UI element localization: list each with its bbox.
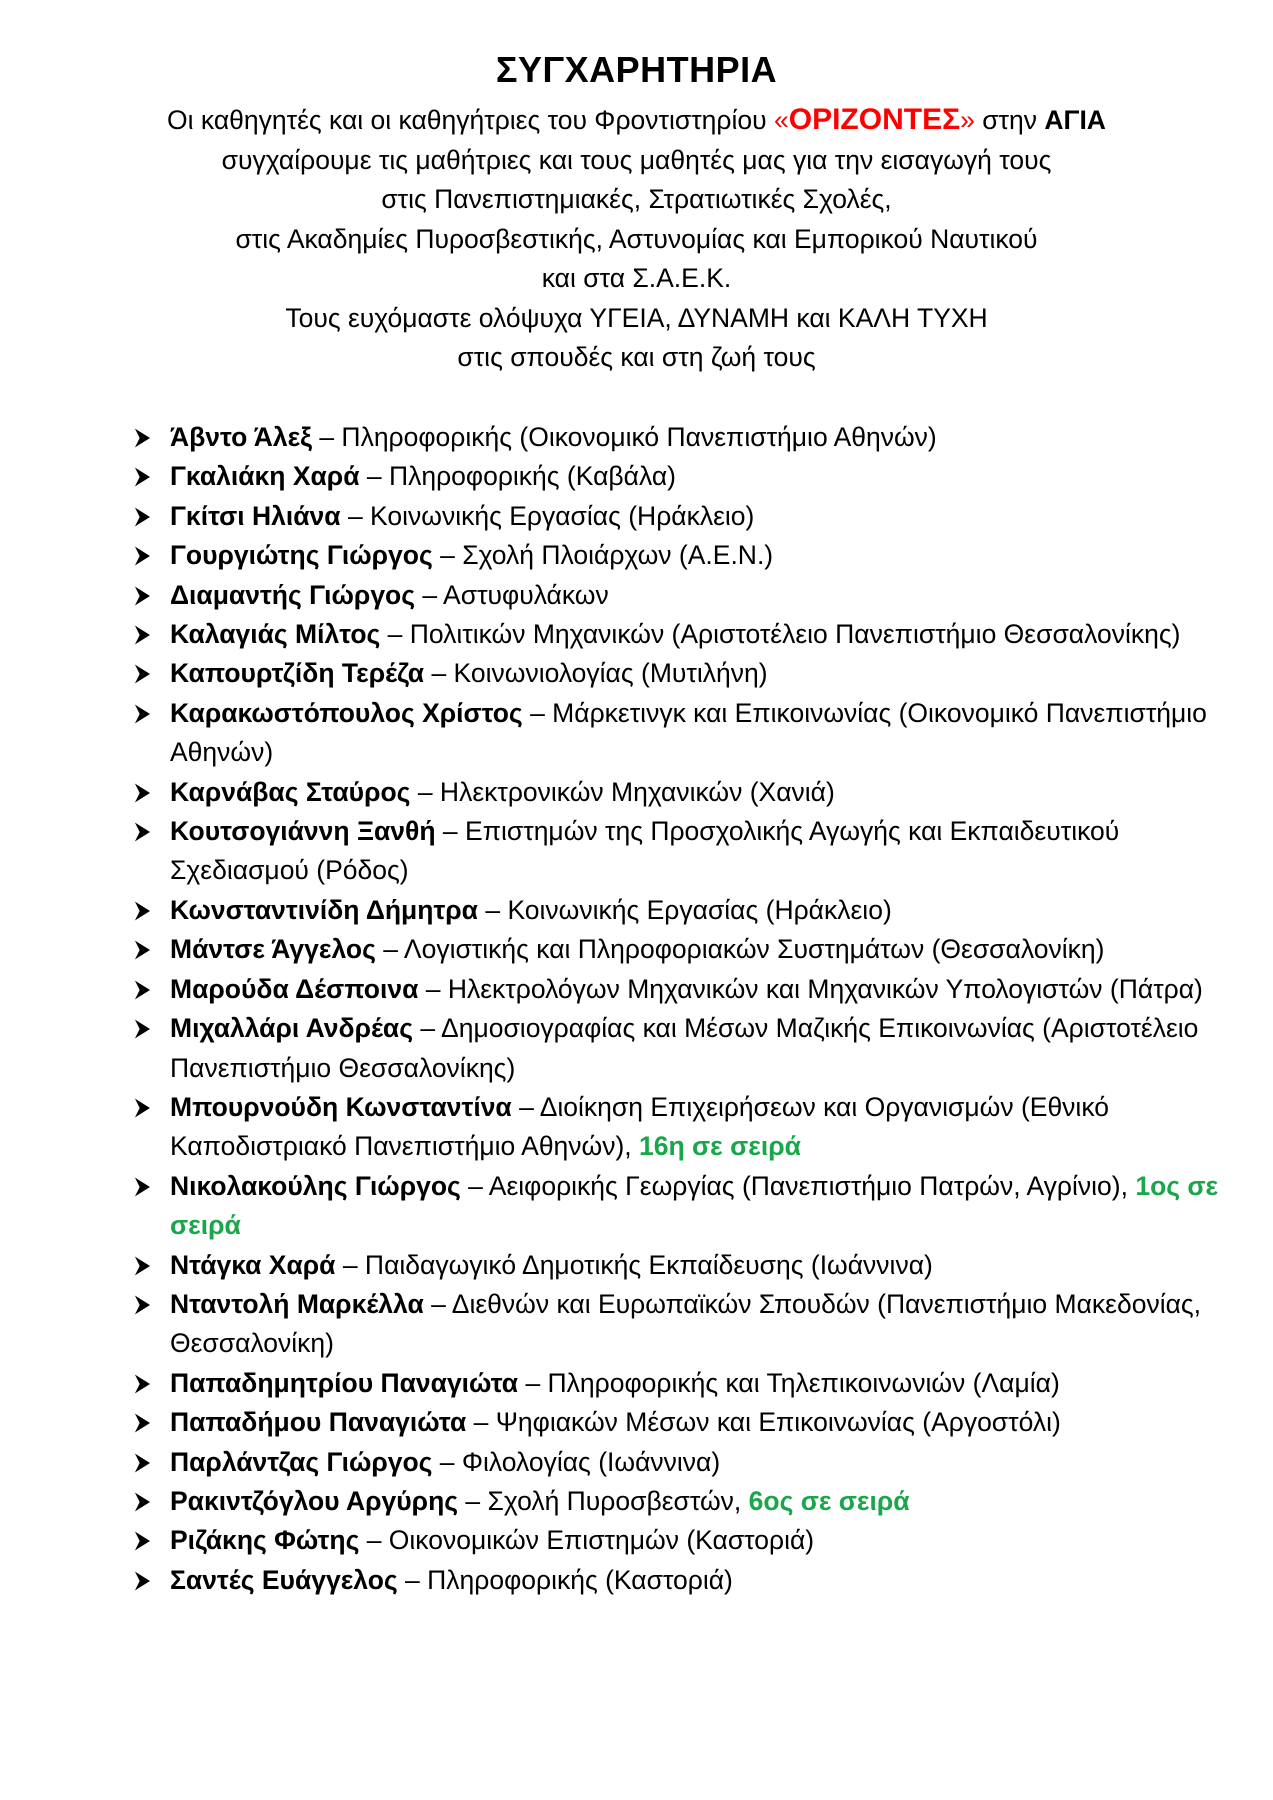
student-program: – Πληροφορικής (Καβάλα) (359, 461, 676, 492)
student-rank: 1ος σε σειρά (170, 1170, 1219, 1241)
student-program: – Σχολή Πυροσβεστών, (458, 1485, 749, 1516)
place-name: ΑΓΙΑ (1044, 105, 1106, 135)
student-name: Νταντολή Μαρκέλλα (170, 1288, 424, 1319)
student-list-item (132, 970, 1242, 1009)
arrowhead-bullet-icon (132, 773, 160, 812)
student-program: – Πληροφορικής και Τηλεπικοινωνιών (Λαμία) (518, 1367, 1060, 1398)
student-list-item (132, 694, 1242, 773)
student-program: – Διεθνών και Ευρωπαϊκών Σπουδών (Πανεπιστήμιο Μακεδονίας, Θεσσαλονίκη) (170, 1288, 1202, 1359)
student-program: – Σχολή Πλοιάρχων (Α.Ε.Ν.) (432, 540, 774, 571)
student-name: Καρνάβας Σταύρος (170, 776, 411, 807)
student-name: Μιχαλλάρι Ανδρέας (170, 1013, 413, 1044)
brand-name-text: ΟΡΙΖΟΝΤΕΣ (788, 103, 961, 136)
intro-line-4: στις Ακαδημίες Πυροσβεστικής, Αστυνομίας και Εμπορικού Ναυτικού (235, 223, 1038, 254)
student-list-item (132, 1482, 1242, 1521)
student-name: Ντάγκα Χαρά (170, 1249, 336, 1280)
student-name: Ρακιντζόγλου Αργύρης (170, 1485, 459, 1516)
arrowhead-bullet-icon (132, 615, 160, 654)
arrowhead-bullet-icon (132, 970, 160, 1009)
student-program: – Κοινωνικής Εργασίας (Ηράκλειο) (340, 500, 755, 531)
student-name: Γκαλιάκη Χαρά (170, 461, 360, 492)
student-name: Γκίτσι Ηλιάνα (170, 500, 341, 531)
arrowhead-bullet-icon (132, 1088, 160, 1127)
student-list-item (132, 1403, 1242, 1442)
student-name: Καπουρτζίδη Τερέζα (170, 658, 425, 689)
student-list-item (132, 1521, 1242, 1560)
student-list-item (132, 418, 1242, 457)
student-program: – Ηλεκτρολόγων Μηχανικών και Μηχανικών Υπολογιστών (Πάτρα) (418, 973, 1203, 1004)
brand-close-quote: » (960, 105, 975, 135)
student-name: Ριζάκης Φώτης (170, 1525, 360, 1556)
student-list-item (132, 1088, 1242, 1167)
student-list-item (132, 1443, 1242, 1482)
intro-line-7: στις σπουδές και στη ζωή τους (457, 342, 816, 372)
arrowhead-bullet-icon (132, 654, 160, 693)
student-program: – Παιδαγωγικό Δημοτικής Εκπαίδευσης (Ιωάννινα) (335, 1249, 933, 1280)
student-list-item (132, 1364, 1242, 1403)
arrowhead-bullet-icon (132, 812, 160, 851)
arrowhead-bullet-icon (132, 536, 160, 575)
student-program: – Λογιστικής και Πληροφοριακών Συστημάτων (Θεσσαλονίκη) (375, 934, 1105, 965)
student-list-item (132, 1167, 1242, 1246)
arrowhead-bullet-icon (132, 1167, 160, 1206)
arrowhead-bullet-icon (132, 1403, 160, 1442)
arrowhead-bullet-icon (132, 891, 160, 930)
student-list-item (132, 1246, 1242, 1285)
intro-line-1-mid: στην (974, 105, 1045, 135)
intro-line-2: συγχαίρουμε τις μαθήτριες και τους μαθητές μας για την εισαγωγή τους (221, 144, 1052, 175)
student-program: – Επιστημών της Προσχολικής Αγωγής και Εκπαιδευτικού Σχεδιασμού (Ρόδος) (170, 816, 1120, 886)
student-list-item (132, 773, 1242, 812)
student-name: Σαντές Ευάγγελος (170, 1564, 398, 1595)
student-program: – Φιλολογίας (Ιωάννινα) (432, 1446, 721, 1477)
page-title: ΣΥΓΧΑΡΗΤΗΡΙΑ (495, 49, 778, 90)
student-program: – Οικονομικών Επιστημών (Καστοριά) (359, 1525, 815, 1556)
student-program: – Πληροφορικής (Οικονομικό Πανεπιστήμιο Αθηνών) (311, 422, 937, 452)
student-program: – Πληροφορικής (Καστοριά) (397, 1564, 733, 1595)
student-list (132, 418, 1242, 1600)
brand-open-quote: « (773, 105, 789, 135)
student-list-item (132, 457, 1242, 496)
student-name: Κουτσογιάννη Ξανθή (170, 816, 436, 847)
arrowhead-bullet-icon (132, 418, 160, 457)
student-list-item (132, 1285, 1242, 1364)
intro-line-3: στις Πανεπιστημιακές, Στρατιωτικές Σχολές, (381, 184, 892, 214)
student-name: Παπαδήμου Παναγιώτα (170, 1407, 467, 1438)
brand-name (774, 105, 975, 135)
student-name: Γουργιώτης Γιώργος (170, 540, 433, 571)
student-program: – Κοινωνικής Εργασίας (Ηράκλειο) (477, 894, 892, 925)
student-list-item (132, 812, 1242, 891)
student-list-item (132, 1009, 1242, 1088)
student-program: – Πολιτικών Μηχανικών (Αριστοτέλειο Πανεπιστήμιο Θεσσαλονίκης) (380, 619, 1181, 650)
student-name: Παπαδημητρίου Παναγιώτα (170, 1367, 519, 1398)
intro-line-1 (60, 100, 1213, 141)
student-list-item (132, 576, 1242, 615)
arrowhead-bullet-icon (132, 694, 160, 733)
arrowhead-bullet-icon (132, 930, 160, 969)
student-name: Διαμαντής Γιώργος (170, 579, 416, 610)
arrowhead-bullet-icon (132, 1285, 160, 1324)
student-name: Νικολακούλης Γιώργος (170, 1170, 461, 1201)
student-program: – Αειφορικής Γεωργίας (Πανεπιστήμιο Πατρών, Αγρίνιο), (460, 1170, 1136, 1201)
student-program: – Ηλεκτρονικών Μηχανικών (Χανιά) (410, 776, 835, 807)
arrowhead-bullet-icon (132, 1246, 160, 1285)
arrowhead-bullet-icon (132, 1443, 160, 1482)
arrowhead-bullet-icon (132, 1561, 160, 1600)
arrowhead-bullet-icon (132, 497, 160, 536)
student-list-item (132, 615, 1242, 654)
student-list-item (132, 1561, 1242, 1600)
student-rank: 6ος σε σειρά (748, 1485, 910, 1516)
student-name: Καρακωστόπουλος Χρίστος (170, 697, 523, 728)
student-program: – Ψηφιακών Μέσων και Επικοινωνίας (Αργοστόλι) (466, 1407, 1061, 1438)
student-program: – Δημοσιογραφίας και Μέσων Μαζικής Επικοινωνίας (Αριστοτέλειο Πανεπιστήμιο Θεσσαλονίκης) (170, 1013, 1199, 1083)
intro-line-1-text: Οι καθηγητές και οι καθηγήτριες του Φροντιστηρίου (167, 105, 774, 135)
student-list-item (132, 536, 1242, 575)
student-name: Μπουρνούδη Κωνσταντίνα (170, 1091, 512, 1122)
student-name: Μάντσε Άγγελος (170, 934, 376, 965)
arrowhead-bullet-icon (132, 576, 160, 615)
student-list-item (132, 654, 1242, 693)
student-name: Κωνσταντινίδη Δήμητρα (170, 894, 478, 925)
student-program: – Μάρκετινγκ και Επικοινωνίας (Οικονομικό Πανεπιστήμιο Αθηνών) (170, 697, 1207, 768)
arrowhead-bullet-icon (132, 1482, 160, 1521)
student-list-item (132, 930, 1242, 969)
intro-text (60, 100, 1213, 378)
student-program: – Διοίκηση Επιχειρήσεων και Οργανισμών (Εθνικό Καποδιστριακό Πανεπιστήμιο Αθηνών), (170, 1091, 1109, 1162)
arrowhead-bullet-icon (132, 457, 160, 496)
student-list-item (132, 891, 1242, 930)
student-name: Μαρούδα Δέσποινα (170, 973, 419, 1004)
student-program: – Κοινωνιολογίας (Μυτιλήνη) (424, 658, 768, 689)
student-rank: 16η σε σειρά (639, 1131, 801, 1162)
arrowhead-bullet-icon (132, 1364, 160, 1403)
student-list-item (132, 497, 1242, 536)
intro-line-6: Τους ευχόμαστε ολόψυχα ΥΓΕΙΑ, ΔΥΝΑΜΗ και ΚΑΛΗ ΤΥΧΗ (285, 302, 988, 333)
student-name: Καλαγιάς Μίλτος (170, 619, 381, 650)
student-program: – Αστυφυλάκων (415, 579, 609, 610)
student-name: Παρλάντζας Γιώργος (170, 1446, 433, 1477)
arrowhead-bullet-icon (132, 1521, 160, 1560)
arrowhead-bullet-icon (132, 1009, 160, 1048)
intro-line-5: και στα Σ.Α.Ε.Κ. (541, 263, 732, 293)
student-name: Άβντο Άλεξ (170, 422, 312, 452)
